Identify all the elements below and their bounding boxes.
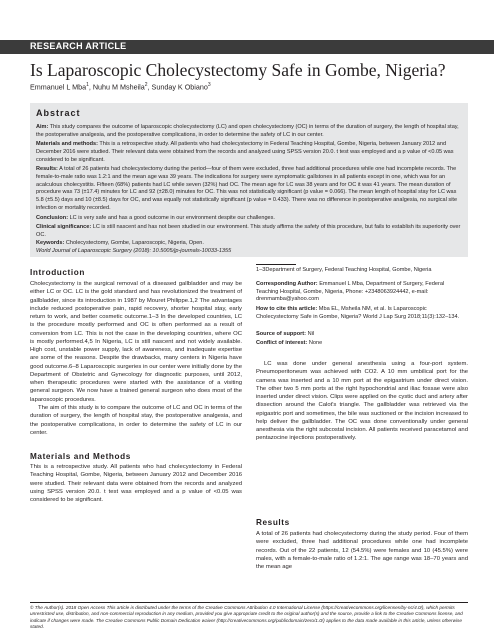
how-to-cite: How to cite this article: Mba EL, Msheila NM, et al. Is Laparoscopic Cholecystectomy Safe in Gombe, Nigeria? World J Lap Surg 2018;11(3):132–134. bbox=[256, 306, 460, 320]
abstract-clinical-significance: Clinical significance: LC is still nascent and has not been studied in our environment. This study affirms the safety of this procedure, but fails to establish its superiority over OC. bbox=[36, 224, 461, 238]
author-list: Emmanuel L Mba$^1$, Nuhu M Msheila$^2$, Sunday K Obiano$^3$ bbox=[30, 82, 211, 92]
abstract-conclusion: Conclusion: LC is very safe and has a good outcome in our environment despite our challenges. bbox=[36, 215, 275, 221]
affiliation: 1–3Department of Surgery, Federal Teaching Hospital, Gombe, Nigeria bbox=[256, 267, 432, 273]
abstract-methods: Materials and methods: This is a retrospective study. All patients who had cholecystectomy in Federal Teaching Hospital, Gombe, Nigeria, between January 2012 and December 2016 were studied. Their relevant data were obtained from the records and analyzed using SPSS version 20.0. t test was employed and a p value of <0.05 was considered to be significant. bbox=[36, 141, 454, 163]
procedure-paragraph: LC was done under general anesthesia using a four-port system. Pneumoperitoneum was achieved with CO2. A 10 mm umbilical port for the camera was inserted and a 10 mm port at the epigastrium under direct vision. The other two 5 mm ports at the right hypochondrial and iliac fossae were also inserted under direct vision. Clips were applied on the cystic duct and artery after dissection around the Calot's triangle. The gallbladder was retrieved via the epigastric port and sometimes, the bile was suctioned or the incision increased to help deliver the gallbladder. The OC was done conventionally under general anesthesia via the right subcostal incision. All patients received paracetamol and pentazocine injections postoperatively. bbox=[256, 361, 468, 442]
author-3: , Sunday K Obiano bbox=[147, 82, 208, 92]
introduction-paragraph-1: Cholecystectomy is the surgical removal of a diseased gallbladder and may be either LC or OC. LC is the gold standard and has revolutionized the treatment of gallbladder, since its introduction in 1987 by Mouret Philippe.1,2 The advantages include reduced postoperative pain, rapid recovery, shorter hospital stay, early return to work, and better cosmetic outcome.1–3 In the developed countries, LC is the procedure mostly performed and OC is often performed as a result of conversion from LC. This is not the case in the developing countries, where OC is mostly performed.4,5 In Nigeria, LC is still nascent and not widely available. High cost, unstable power supply, lack of awareness, and inadequate expertise are some of the reasons. Despite the drawbacks, many centers in Nigeria have good outcome.6–8 Laparoscopic surgeries in our center were initially done by the Department of Obstetric and Gynecology for diagnostic purposes, until 2012, when therapeutic procedures were started with the assistance of a visiting general surgeon. We now have a trained general surgeon who does most of the laparoscopic procedures. bbox=[30, 281, 242, 403]
corresponding-author: Corresponding Author: Emmanuel L Mba, Department of Surgery, Federal Teaching Hospital, Gombe, Nigeria, Phone: +2348063924442, e-mail: drenmamba@yahoo.com bbox=[256, 281, 445, 303]
abstract-keywords: Keywords: Cholecystectomy, Gombe, Laparoscopic, Nigeria, Open. bbox=[36, 240, 204, 246]
author-2: , Nuhu M Msheila bbox=[88, 82, 145, 92]
results-paragraph: A total of 26 patients had cholecystectomy during the study period. Four of them were excluded, three had additional procedures while one had incomplete records. Out of the 22 patients, 12 (54.5%) were females and 10 (45.5%) were males, with a female-to-male ratio of 1.2:1. The age range was 18–70 years and the mean age bbox=[256, 531, 468, 570]
article-type-label: RESEARCH ARTICLE bbox=[30, 41, 127, 51]
conflict-of-interest: Conflict of interest: None bbox=[256, 340, 323, 346]
abstract-citation: World Journal of Laparoscopic Surgery (2018): 10.5005/jp-journals-10033-1355 bbox=[36, 248, 232, 254]
abstract-heading: Abstract bbox=[36, 108, 81, 118]
introduction-heading: Introduction bbox=[30, 268, 85, 277]
results-heading: Results bbox=[256, 518, 290, 527]
abstract-aim: Aim: This study compares the outcome of laparoscopic cholecystectomy (LC) and open cholecystectomy (OC) in terms of the duration of surgery, the length of hospital stay, the postoperative analgesia, and the postoperative complications, in order to determine the safety of LC in our center. bbox=[36, 124, 459, 138]
author-1: Emmanuel L Mba bbox=[30, 82, 87, 92]
affiliation-rule bbox=[256, 264, 296, 265]
abstract-results: Results: A total of 26 patients had cholecystectomy during the period—four of them were excluded, three had additional procedures while one had incomplete records. The female-to-male ratio was 1.2:1 and the mean age was 39 years. The indications for surgery were symptomatic gallstones in all patients except in one, which was for an acalculous cholecystitis. Fifteen (68%) patients had LC while seven (32%) had OC. The mean age for LC was 38 years and for OC it was 41 years. The mean duration of procedure was 73 (±17.4) minutes for LC and 92 (±28.0) minutes for OC. This was not statistically significant (p value = 0.066). The mean length of hospital stay for LC was 5.8 (±5.5) days and 10 (±8.5) days for OC, and was equally not statistically significant (p value = 0.433). There was no difference in postoperative analgesia, no surgical site infection or mortality recorded. bbox=[36, 166, 458, 211]
methods-paragraph: This is a retrospective study. All patients who had cholecystectomy in Federal Teaching Hospital, Gombe, Nigeria, between January 2012 and December 2016 were studied. Their relevant data were obtained from the records and analyzed using SPSS version 20.0. t test was employed and a p value of <0.05 was considered to be significant. bbox=[30, 464, 242, 503]
article-title: Is Laparoscopic Cholecystectomy Safe in Gombe, Nigeria? bbox=[30, 60, 446, 80]
methods-heading: Materials and Methods bbox=[30, 452, 131, 461]
footer-rule bbox=[30, 602, 468, 603]
source-of-support: Source of support: Nil bbox=[256, 331, 315, 337]
license-footer: © The Author(s). 2018 Open Access This article is distributed under the terms of the Creative Commons Attribution 4.0 International License (https://creativecommons.org/licenses/by-nc/4.0/), which permits unrestricted use, distribution, and non-commercial reproduction in any medium, provided you give appropriate credit to the original author(s) and the source, provide a link to the Creative Commons license, and indicate if changes were made. The Creative Commons Public Domain Dedication waiver (http://creativecommons.org/publicdomain/zero/1.0/) applies to the data made available in this article, unless otherwise stated. bbox=[30, 605, 463, 630]
introduction-paragraph-2: The aim of this study is to compare the outcome of LC and OC in terms of the duration of surgery, the length of hospital stay, the postoperative analgesia, and the postoperative complications, in order to determine the safety of LC in our center. bbox=[30, 405, 242, 436]
